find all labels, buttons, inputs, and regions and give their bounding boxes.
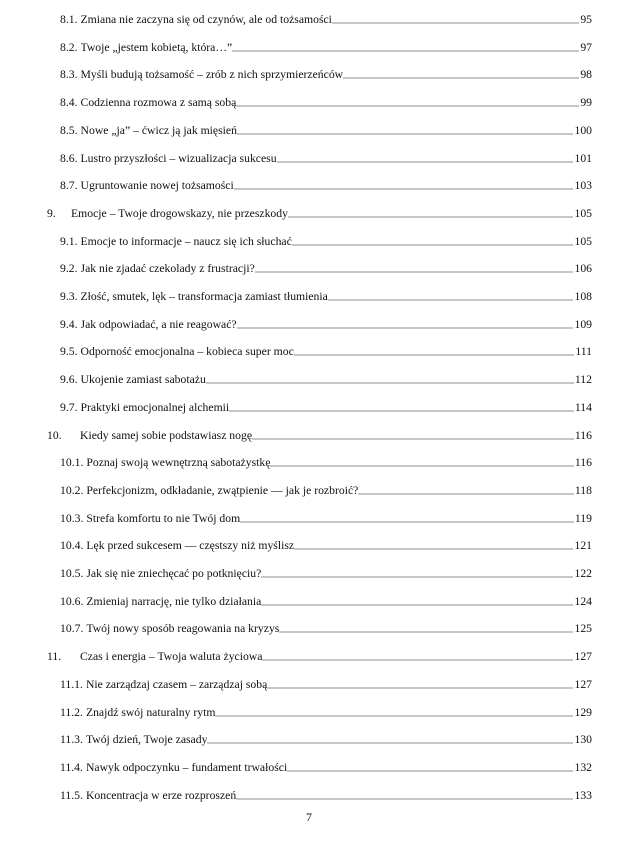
toc-dot-leader (358, 485, 574, 495)
toc-entry-link[interactable] (47, 648, 592, 666)
toc-dot-leader (262, 651, 573, 661)
toc-dot-leader (207, 734, 573, 744)
toc-entry-title: Myśli budują tożsamość – zrób z nich sprzymierzeńców (80, 68, 344, 82)
toc-section-row (0, 399, 618, 417)
toc-entry-link[interactable] (60, 177, 592, 195)
toc-dot-leader (236, 97, 579, 107)
toc-entry-page-number: 122 (574, 567, 592, 580)
toc-entry-number: 8.3. (60, 68, 78, 82)
toc-dot-leader (237, 125, 574, 135)
toc-entry-link[interactable] (60, 537, 592, 555)
toc-dot-leader (288, 208, 574, 218)
toc-entry-link[interactable] (60, 454, 592, 472)
toc-entry-title: Twój nowy sposób reagowania na kryzys (86, 622, 280, 636)
toc-entry-link[interactable] (60, 565, 592, 583)
toc-entry-link[interactable] (60, 676, 592, 694)
toc-entry-page-number: 105 (574, 206, 592, 220)
toc-entry-title: Twoje „jestem kobietą, która…” (80, 40, 233, 54)
toc-dot-leader (292, 236, 574, 246)
toc-dot-leader (215, 707, 573, 717)
toc-entry-link[interactable] (60, 704, 592, 722)
toc-entry-page-number: 103 (574, 179, 592, 193)
toc-entry-number: 8.4. (60, 96, 78, 110)
toc-entry-link[interactable] (60, 233, 592, 251)
toc-entry-link[interactable] (60, 482, 592, 500)
toc-entry-number: 10.3. (60, 511, 84, 525)
toc-entry-title: Jak się nie zniechęcać po potknięciu? (86, 567, 262, 580)
toc-entry-number: 11. (47, 650, 62, 664)
toc-section-row (0, 620, 618, 638)
toc-entry-title: Emocje – Twoje drogowskazy, nie przeszkody (71, 206, 288, 220)
toc-entry-number: 11.4. (60, 760, 83, 774)
toc-entry-title: Emocje to informacje – naucz się ich słuchać (80, 234, 292, 248)
toc-entry-link[interactable] (47, 205, 592, 223)
toc-entry-number: 8.7. (60, 179, 78, 193)
toc-entry-link[interactable] (60, 620, 592, 638)
toc-entry-page-number: 125 (574, 622, 592, 636)
toc-entry-page-number: 129 (574, 705, 592, 719)
toc-entry-link[interactable] (60, 399, 592, 417)
toc-entry-number: 8.2. (60, 40, 78, 54)
toc-dot-leader (287, 762, 573, 772)
toc-entry-page-number: 112 (574, 373, 592, 387)
toc-dot-leader (294, 346, 575, 356)
toc-entry-number: 11.3. (60, 733, 83, 747)
toc-section-row (0, 371, 618, 389)
toc-dot-leader (279, 623, 573, 633)
toc-entry-title: Codzienna rozmowa z samą sobą (80, 96, 237, 110)
toc-section-row (0, 482, 618, 500)
toc-entry-link[interactable] (60, 316, 592, 334)
toc-section-row (0, 454, 618, 472)
toc-section-row (0, 11, 618, 29)
toc-entry-number: 9.2. (60, 262, 78, 276)
toc-entry-page-number: 116 (574, 428, 592, 442)
toc-entry-link[interactable] (60, 11, 592, 29)
toc-section-row (0, 260, 618, 278)
toc-section-row (0, 66, 618, 84)
toc-dot-leader (206, 374, 574, 384)
toc-entry-link[interactable] (47, 427, 592, 445)
toc-dot-leader (261, 568, 573, 578)
toc-entry-page-number: 132 (574, 760, 592, 774)
toc-chapter-row (0, 205, 618, 223)
toc-entry-link[interactable] (60, 593, 592, 611)
toc-section-row (0, 787, 618, 805)
toc-entry-title: Odporność emocjonalna – kobieca super moc (80, 345, 294, 359)
toc-entry-title: Znajdź swój naturalny rytm (85, 705, 216, 719)
toc-entry-link[interactable] (60, 731, 592, 749)
toc-entry-number: 9.7. (60, 400, 78, 414)
toc-dot-leader (267, 679, 573, 689)
toc-section-row (0, 593, 618, 611)
toc-entry-page-number: 133 (574, 788, 592, 802)
toc-entry-link[interactable] (60, 288, 592, 306)
toc-entry-number: 8.6. (60, 151, 78, 165)
toc-entry-title: Czas i energia – Twoja waluta życiowa (80, 650, 263, 664)
toc-section-row (0, 704, 618, 722)
toc-entry-link[interactable] (60, 66, 592, 84)
toc-section-row (0, 510, 618, 528)
toc-entry-page-number: 108 (574, 290, 592, 303)
toc-entry-title: Nowe „ja” – ćwicz ją jak mięsień (80, 123, 237, 137)
toc-section-row (0, 759, 618, 777)
toc-entry-page-number: 101 (574, 151, 592, 165)
toc-section-row (0, 537, 618, 555)
toc-entry-title: Jak odpowiadać, a nie reagować? (80, 317, 237, 331)
toc-section-row (0, 731, 618, 749)
toc-entry-title: Ugruntowanie nowej tożsamości (80, 179, 234, 193)
toc-entry-link[interactable] (60, 94, 592, 112)
toc-entry-link[interactable] (60, 510, 592, 528)
toc-dot-leader (232, 42, 579, 52)
toc-entry-page-number: 114 (574, 400, 592, 414)
toc-entry-title: Lustro przyszłości – wizualizacja sukcesu (80, 151, 277, 165)
toc-entry-page-number: 97 (580, 40, 592, 54)
toc-entry-link[interactable] (60, 122, 592, 140)
toc-entry-link[interactable] (60, 39, 592, 57)
toc-entry-title: Nawyk odpoczynku – fundament trwałości (85, 760, 288, 774)
toc-dot-leader (234, 180, 574, 190)
toc-dot-leader (332, 14, 579, 24)
toc-section-row (0, 565, 618, 583)
toc-entry-page-number: 127 (574, 677, 592, 691)
toc-entry-number: 8.1. (60, 13, 78, 26)
toc-entry-title: Ukojenie zamiast sabotażu (80, 373, 206, 387)
toc-entry-link[interactable] (60, 260, 592, 278)
toc-dot-leader (252, 430, 574, 440)
toc-entry-page-number: 118 (574, 483, 592, 497)
toc-entry-title: Strefa komfortu to nie Twój dom (86, 511, 241, 525)
toc-entry-page-number: 95 (580, 13, 592, 26)
toc-entry-link[interactable] (60, 787, 592, 805)
page-number: 7 (306, 810, 312, 824)
toc-section-row (0, 343, 618, 361)
toc-entry-title: Jak nie zjadać czekolady z frustracji? (80, 262, 255, 276)
toc-entry-title: Złość, smutek, lęk – transformacja zamiast tłumienia (80, 290, 328, 303)
toc-dot-leader (240, 513, 574, 523)
toc-entry-number: 10.7. (60, 622, 84, 636)
toc-entry-title: Zmiana nie zaczyna się od czynów, ale od tożsamości (80, 13, 332, 26)
toc-entry-number: 10.6. (60, 594, 84, 608)
toc-dot-leader (237, 319, 574, 329)
toc-entry-number: 8.5. (60, 123, 78, 137)
toc-entry-page-number: 119 (574, 511, 592, 525)
toc-entry-page-number: 100 (574, 123, 592, 137)
toc-entry-number: 9.3. (60, 290, 78, 303)
toc-entry-title: Zmieniaj narrację, nie tylko działania (86, 594, 262, 608)
toc-dot-leader (328, 291, 574, 301)
toc-entry-number: 9.4. (60, 317, 78, 331)
toc-entry-link[interactable] (60, 759, 592, 777)
toc-chapter-row (0, 648, 618, 666)
toc-entry-number: 11.5. (60, 788, 83, 802)
toc-entry-number: 10.5. (60, 567, 84, 580)
toc-section-row (0, 94, 618, 112)
toc-entry-title: Praktyki emocjonalnej alchemii (80, 400, 230, 414)
toc-entry-page-number: 124 (574, 594, 592, 608)
toc-entry-page-number: 127 (574, 650, 592, 664)
toc-entry-page-number: 98 (580, 68, 592, 82)
toc-dot-leader (255, 263, 574, 273)
toc-entry-number: 11.1. (60, 677, 83, 691)
toc-entry-link[interactable] (60, 343, 592, 361)
toc-dot-leader (270, 457, 574, 467)
toc-entry-link[interactable] (60, 150, 592, 168)
toc-dot-leader (236, 790, 573, 800)
toc-dot-leader (261, 596, 573, 606)
toc-entry-link[interactable] (60, 371, 592, 389)
toc-entry-page-number: 130 (574, 733, 592, 747)
toc-entry-title: Twój dzień, Twoje zasady (85, 733, 208, 747)
toc-section-row (0, 39, 618, 57)
toc-entry-title: Lęk przed sukcesem — częstszy niż myślisz (86, 539, 295, 553)
toc-entry-number: 9. (47, 206, 56, 220)
toc-chapter-row (0, 427, 618, 445)
toc-entry-title: Kiedy samej sobie podstawiasz nogę (80, 428, 253, 442)
toc-entry-number: 10.1. (60, 456, 84, 470)
toc-entry-number: 10.4. (60, 539, 84, 553)
toc-dot-leader (343, 69, 579, 79)
toc-entry-number: 9.1. (60, 234, 78, 248)
toc-section-row (0, 177, 618, 195)
toc-entry-page-number: 105 (574, 234, 592, 248)
toc-entry-page-number: 116 (574, 456, 592, 470)
toc-entry-page-number: 111 (575, 345, 592, 359)
toc-entry-page-number: 99 (580, 96, 592, 110)
toc-entry-title: Poznaj swoją wewnętrzną sabotażystkę (86, 456, 271, 470)
toc-entry-number: 9.5. (60, 345, 78, 359)
toc-section-row (0, 676, 618, 694)
toc-dot-leader (277, 153, 574, 163)
toc-entry-title: Perfekcjonizm, odkładanie, zwątpienie — jak je rozbroić? (86, 483, 359, 497)
toc-entry-title: Koncentracja w erze rozproszeń (85, 788, 237, 802)
toc-dot-leader (229, 402, 574, 412)
toc-entry-number: 10. (47, 428, 62, 442)
toc-section-row (0, 233, 618, 251)
toc-entry-number: 11.2. (60, 705, 83, 719)
toc-entry-page-number: 109 (574, 317, 592, 331)
toc-dot-leader (294, 540, 573, 550)
toc-entry-page-number: 106 (574, 262, 592, 276)
toc-entry-number: 9.6. (60, 373, 78, 387)
toc-section-row (0, 150, 618, 168)
toc-section-row (0, 316, 618, 334)
toc-entry-number: 10.2. (60, 483, 84, 497)
toc-entry-title: Nie zarządzaj czasem – zarządzaj sobą (85, 677, 268, 691)
toc-section-row (0, 288, 618, 306)
toc-section-row (0, 122, 618, 140)
toc-entry-page-number: 121 (574, 539, 592, 553)
